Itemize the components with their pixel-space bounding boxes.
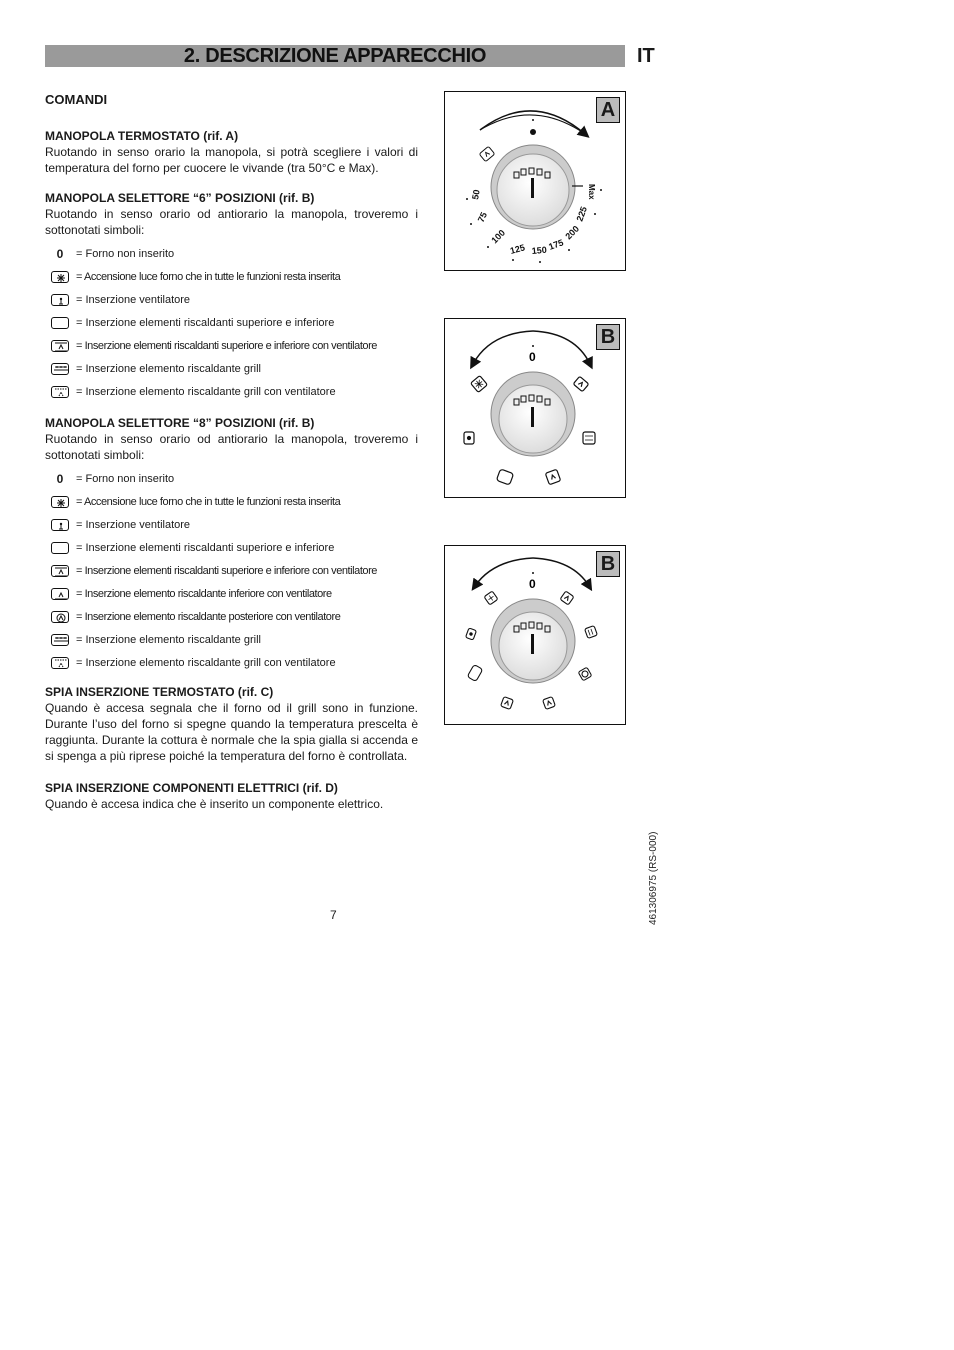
symbol-label: = Inserzione elemento riscaldante grill xyxy=(76,633,261,646)
selector6-section xyxy=(45,190,418,403)
symbol-row xyxy=(45,334,418,357)
section-title: 2. DESCRIZIONE APPARECCHIO xyxy=(183,45,487,67)
scale-label-175: 175 xyxy=(547,237,565,252)
scale-label-100: 100 xyxy=(489,227,508,246)
bottom-fan-icon xyxy=(51,588,69,600)
spia-d-text: Quando è accesa indica che è inserito un componente elettrico. xyxy=(45,797,384,811)
spia-d-section xyxy=(45,780,418,812)
top-bottom-fan-icon xyxy=(51,340,69,352)
scale-label-75: 75 xyxy=(475,210,490,224)
symbol-label: = Forno non inserito xyxy=(76,247,175,260)
thermostat-title: MANOPOLA TERMOSTATO (rif. A) xyxy=(45,129,239,143)
selector8-text: Ruotando in senso orario od antiorario la manopola, troveremo i sottonotati simboli: xyxy=(45,432,418,462)
symbol-label: = Inserzione elementi riscaldanti superiore e inferiore con ventilatore xyxy=(76,339,377,352)
grill-icon xyxy=(51,634,69,646)
grill-fan-icon xyxy=(573,376,589,391)
figure-a-thermostat-knob xyxy=(444,91,626,271)
symbol-label: = Inserzione elementi riscaldanti superiore e inferiore xyxy=(76,541,335,554)
text-column xyxy=(45,88,418,826)
lamp-icon xyxy=(484,591,498,605)
symbol-row xyxy=(45,582,418,605)
spia-c-section xyxy=(45,684,418,764)
symbol-label: = Inserzione elemento riscaldante inferiore con ventilatore xyxy=(76,587,332,600)
top-bottom-heat-icon xyxy=(51,317,69,329)
bottom-fan-icon xyxy=(543,697,556,710)
thermostat-section xyxy=(45,128,418,176)
lamp-icon xyxy=(51,496,69,508)
grill-fan-icon xyxy=(479,146,495,161)
symbol-icon-cell xyxy=(50,495,70,509)
symbol-row xyxy=(45,490,418,513)
symbol-icon-cell xyxy=(50,293,70,307)
zero-symbol: 0 xyxy=(56,471,64,486)
grill-icon xyxy=(583,432,595,444)
lamp-icon xyxy=(51,271,69,283)
off-position-label: 0 xyxy=(529,577,536,591)
symbol-icon-cell xyxy=(50,656,70,670)
symbol-row xyxy=(45,311,418,334)
document-code: 461306975 (RS-000) xyxy=(648,831,659,925)
symbol-label: = Forno non inserito xyxy=(76,472,175,485)
symbol-row xyxy=(45,513,418,536)
symbol-label: = Inserzione elemento riscaldante grill xyxy=(76,362,261,375)
symbol-row xyxy=(45,536,418,559)
symbol-label: = Inserzione elemento riscaldante grill con ventilatore xyxy=(76,385,336,398)
zero-symbol: 0 xyxy=(56,246,64,261)
scale-label-125: 125 xyxy=(508,242,527,256)
selector6-text: Ruotando in senso orario od antiorario la manopola, troveremo i sottonotati simboli: xyxy=(45,207,418,237)
scale-label-50: 50 xyxy=(470,188,482,201)
top-bottom-heat-icon xyxy=(467,664,483,681)
top-bottom-fan-icon xyxy=(501,697,514,710)
scale-label-200: 200 xyxy=(563,223,582,242)
fan-only-icon xyxy=(51,294,69,306)
symbol-icon-cell xyxy=(50,339,70,353)
symbol-label: = Inserzione ventilatore xyxy=(76,293,191,306)
grill-fan-icon xyxy=(51,386,69,398)
lamp-icon xyxy=(471,376,488,393)
symbol-icon-cell xyxy=(50,362,70,376)
grill-icon xyxy=(585,626,598,639)
spia-d-title: SPIA INSERZIONE COMPONENTI ELETTRICI (rif. D) xyxy=(45,781,338,795)
symbol-icon-cell xyxy=(50,564,70,578)
symbol-label: = Inserzione elemento riscaldante posteriore con ventilatore xyxy=(76,610,341,623)
symbol-icon-cell xyxy=(50,587,70,601)
symbol-label: = Accensione luce forno che in tutte le funzioni resta inserita xyxy=(76,270,341,283)
bidirectional-arrow xyxy=(533,558,589,586)
symbol-icon-cell xyxy=(50,270,70,284)
symbol-row xyxy=(45,265,418,288)
symbol-label: = Inserzione ventilatore xyxy=(76,518,191,531)
symbol-row xyxy=(45,651,418,674)
symbol-row xyxy=(45,380,418,403)
section-title-bar xyxy=(45,45,625,67)
thermostat-text: Ruotando in senso orario la manopola, si potrà scegliere i valori di temperatura del forno per cuocere le vivande (tra 50°C e Max). xyxy=(45,145,418,175)
figure-b-selector8-knob xyxy=(444,545,626,725)
symbol-row xyxy=(45,559,418,582)
top-bottom-fan-icon xyxy=(51,565,69,577)
symbol-row xyxy=(45,628,418,651)
figure-b-selector6-knob xyxy=(444,318,626,498)
symbol-row xyxy=(45,288,418,311)
symbol-label: = Accensione luce forno che in tutte le funzioni resta inserita xyxy=(76,495,341,508)
bidirectional-arrow xyxy=(533,331,590,364)
selector6-symbol-list xyxy=(45,242,418,403)
symbol-icon-cell xyxy=(50,518,70,532)
scale-label-225: 225 xyxy=(574,205,590,223)
controls-heading: COMANDI xyxy=(45,92,108,107)
rear-fan-icon xyxy=(578,667,592,681)
language-code: IT xyxy=(637,45,655,67)
off-position-label: 0 xyxy=(529,350,536,364)
fan-only-icon xyxy=(51,519,69,531)
rear-fan-icon xyxy=(51,611,69,623)
figure-b8-badge: B xyxy=(596,551,620,577)
spia-c-text: Quando è accesa segnala che il forno od il grill sono in funzione. Durante l’uso del forno si spegne quando la temperatura prescelta è raggiunta. Durante la cottura è normale che la spia gialla si accenda e si spenga a più riprese poiché la temperatura del forno è controllata. xyxy=(45,701,418,763)
symbol-row xyxy=(45,242,418,265)
page-number: 7 xyxy=(330,908,337,922)
selector6-title: MANOPOLA SELETTORE “6” POSIZIONI (rif. B) xyxy=(45,191,315,205)
symbol-icon-cell xyxy=(50,633,70,647)
selector8-symbol-list xyxy=(45,467,418,674)
figure-b6-badge: B xyxy=(596,324,620,350)
selector8-title: MANOPOLA SELETTORE “8” POSIZIONI (rif. B) xyxy=(45,416,315,430)
symbol-icon-cell xyxy=(50,541,70,555)
symbol-row xyxy=(45,605,418,628)
fan-only-icon xyxy=(466,628,477,640)
symbol-label: = Inserzione elementi riscaldanti superiore e inferiore con ventilatore xyxy=(76,564,377,577)
symbol-icon-cell xyxy=(50,610,70,624)
selector8-section xyxy=(45,415,418,674)
grill-fan-icon xyxy=(51,657,69,669)
symbol-icon-cell xyxy=(50,472,70,486)
grill-fan-icon xyxy=(560,591,574,605)
top-bottom-heat-icon xyxy=(51,542,69,554)
figure-a-badge: A xyxy=(596,97,620,123)
top-bottom-heat-icon xyxy=(496,469,513,485)
symbol-icon-cell xyxy=(50,247,70,261)
grill-icon xyxy=(51,363,69,375)
symbol-label: = Inserzione elemento riscaldante grill con ventilatore xyxy=(76,656,336,669)
scale-label-150: 150 xyxy=(531,244,548,256)
symbol-row xyxy=(45,357,418,380)
spia-c-title: SPIA INSERZIONE TERMOSTATO (rif. C) xyxy=(45,685,274,699)
scale-label-max: Max xyxy=(587,184,596,200)
fan-only-icon xyxy=(464,432,474,444)
symbol-row xyxy=(45,467,418,490)
symbol-label: = Inserzione elementi riscaldanti superiore e inferiore xyxy=(76,316,335,329)
symbol-icon-cell xyxy=(50,385,70,399)
top-bottom-fan-icon xyxy=(545,469,560,484)
symbol-icon-cell xyxy=(50,316,70,330)
